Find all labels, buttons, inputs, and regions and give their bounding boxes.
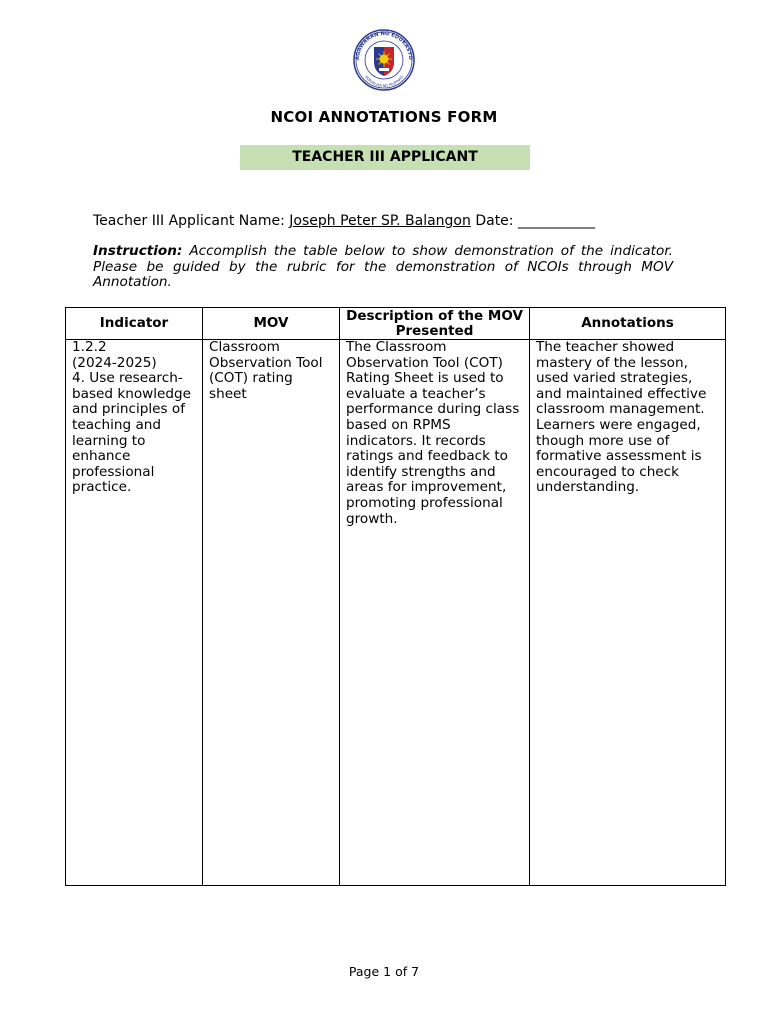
- header-indicator: Indicator: [66, 308, 203, 340]
- date-blank: ___________: [517, 213, 595, 229]
- applicant-name-label: Teacher III Applicant Name:: [93, 213, 285, 229]
- date-label: Date:: [475, 213, 514, 229]
- instruction-paragraph: [93, 244, 673, 291]
- cell-description: The Classroom Observation Tool (COT) Rating Sheet is used to evaluate a teacher’s performance during class based on RPMS indicators. It records ratings and feedback to identify strengths and areas for improvement, promoting professional growth.: [340, 340, 530, 886]
- annotations-table: [65, 307, 726, 886]
- table-header-row: [66, 308, 726, 340]
- seal-ring-text-top: AGAWARAN NG EDUKASYO: [354, 30, 414, 61]
- applicant-type-badge: TEACHER III APPLICANT: [240, 145, 530, 170]
- header-description: Description of the MOV Presented: [340, 308, 530, 340]
- header-mov: MOV: [203, 308, 340, 340]
- applicant-name-line: [93, 213, 595, 229]
- instruction-label: Instruction:: [93, 243, 183, 259]
- seal-ring-text-bottom: REPUBLIKA NG PILIPINAS: [364, 75, 404, 89]
- form-title: NCOI ANNOTATIONS FORM: [270, 108, 498, 126]
- table-row: [66, 340, 726, 886]
- deped-seal-logo: [349, 29, 419, 91]
- instruction-text: Accomplish the table below to show demonstration of the indicator. Please be guided by the rubric for the demonstration of NCOIs through MOV Annotation.: [93, 243, 673, 291]
- cell-annotations: The teacher showed mastery of the lesson, used varied strategies, and maintained effective classroom management. Learners were engaged, though more use of formative assessment is encouraged to check understanding.: [530, 340, 726, 886]
- page-number: Page 1 of 7: [348, 964, 420, 979]
- cell-indicator: 1.2.2 (2024-2025) 4. Use research-based knowledge and principles of teaching and learning to enhance professional practice.: [66, 340, 203, 886]
- applicant-name-value: Joseph Peter SP. Balangon: [289, 213, 471, 229]
- header-annotations: Annotations: [530, 308, 726, 340]
- cell-mov: Classroom Observation Tool (COT) rating sheet: [203, 340, 340, 886]
